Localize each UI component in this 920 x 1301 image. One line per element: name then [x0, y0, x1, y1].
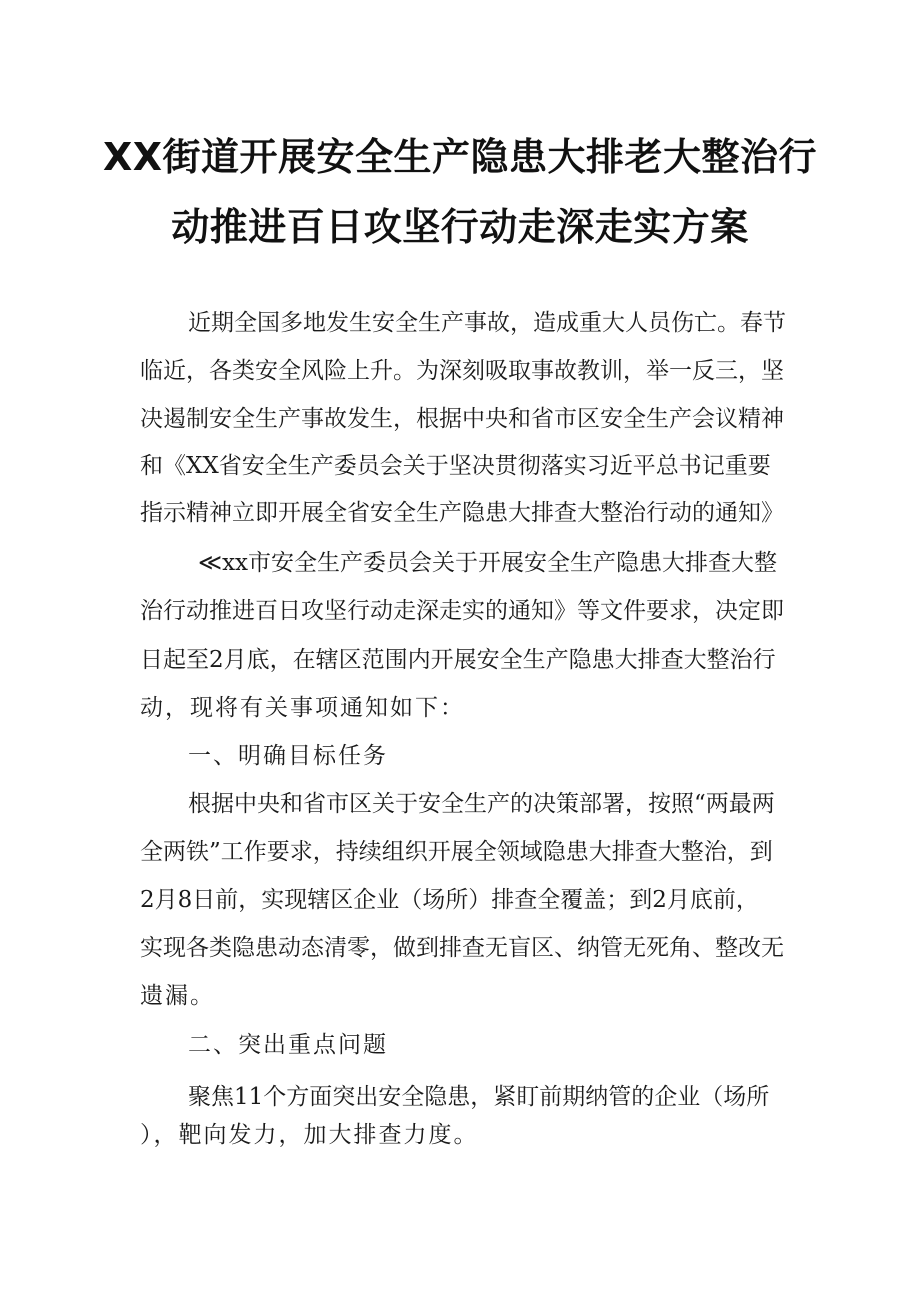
document-title-line-1: XX街道开展安全生产隐患大排老大整治行 — [102, 135, 818, 179]
section-heading-1: 一、明确目标任务 — [188, 743, 388, 769]
paragraph-1-line: 临近，各类安全风险上升。为深刻吸取事故教训，举一反三，坚 — [140, 358, 784, 384]
paragraph-2-line: 治行动推进百日攻坚行动走深走实的通知》等文件要求，决定即 — [140, 598, 784, 624]
paragraph-1-line: 指示精神立即开展全省安全生产隐患大排查大整治行动的通知》 — [140, 500, 784, 526]
document-title-line-2: 动推进百日攻坚行动走深走实方案 — [171, 205, 749, 249]
paragraph-3-line: 根据中央和省市区关于安全生产的决策部署，按照“两最两 — [188, 791, 775, 817]
paragraph-4-line: 聚焦11个方面突出安全隐患，紧盯前期纳管的企业（场所 — [188, 1084, 770, 1110]
paragraph-1-line: 决遏制安全生产事故发生，根据中央和省市区安全生产会议精神 — [140, 406, 784, 432]
paragraph-3-line: 全两铁”工作要求，持续组织开展全领域隐患大排查大整治，到 — [140, 839, 773, 865]
paragraph-1-line: 近期全国多地发生安全生产事故，造成重大人员伤亡。春节 — [188, 310, 786, 336]
paragraph-2-line: ≪xx市安全生产委员会关于开展安全生产隐患大排查大整 — [198, 550, 778, 576]
paragraph-2-line: 日起至2月底，在辖区范围内开展安全生产隐患大排查大整治行 — [140, 647, 776, 673]
section-heading-2: 二、突出重点问题 — [188, 1032, 388, 1058]
paragraph-3-line: 遗漏。 — [140, 983, 215, 1009]
paragraph-3-line: 实现各类隐患动态清零，做到排查无盲区、纳管无死角、整改无 — [140, 935, 784, 961]
paragraph-1-line: 和《XX省安全生产委员会关于坚决贯彻落实习近平总书记重要 — [140, 453, 771, 479]
paragraph-3-line: 2月8日前，实现辖区企业（场所）排查全覆盖；到2月底前， — [140, 887, 759, 913]
paragraph-4-line: ），靶向发力，加大排查力度。 — [140, 1122, 479, 1148]
paragraph-2-line: 动，现将有关事项通知如下： — [140, 695, 465, 721]
